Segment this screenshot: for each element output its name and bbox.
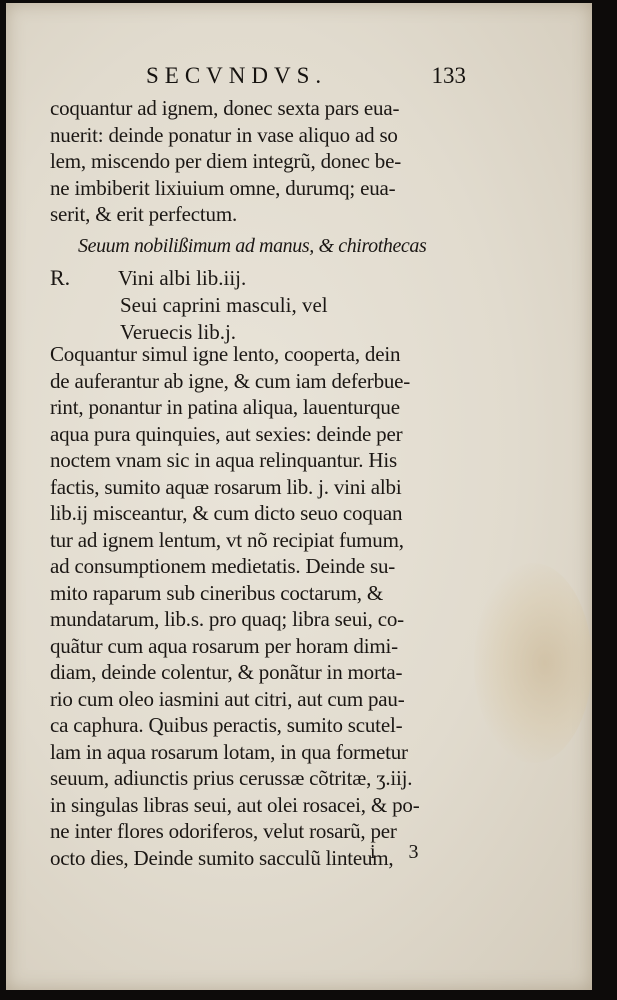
page-number: 133 <box>431 63 466 88</box>
text-line: in singulas libras seui, aut olei rosacei, & po- <box>50 792 420 817</box>
text-line: lem, miscendo per diem integrũ, donec be- <box>50 149 402 173</box>
text-line: serit, & erit perfectum. <box>50 202 238 226</box>
ingredients-list <box>118 265 418 346</box>
ingredient-line: Veruecis lib.j. <box>120 320 237 344</box>
text-line: lib.ij misceantur, & cum dicto seuo coquan <box>50 501 403 525</box>
text-line: quãtur cum aqua rosarum per horam dimi- <box>50 633 398 658</box>
text-line: mito raparum sub cineribus coctarum, & <box>50 580 383 605</box>
text-line: rio cum oleo iasmini aut citri, aut cum pau- <box>50 686 405 711</box>
text-line: coquantur ad ignem, donec sexta pars eua- <box>50 96 400 120</box>
text-line: octo dies, Deinde sumito sacculũ linteum, <box>50 845 394 870</box>
text-line: factis, sumito aquæ rosarum lib. j. vini albi <box>50 474 402 499</box>
text-line: noctem vnam sic in aqua relinquantur. His <box>50 448 397 472</box>
ingredient-line: Seui caprini masculi, vel <box>120 293 328 317</box>
water-stain <box>474 563 592 763</box>
text-line: Coquantur simul igne lento, cooperta, dein <box>50 342 401 366</box>
text-line: seuum, adiunctis prius cerussæ cõtritæ, ʒ.iij. <box>50 766 413 790</box>
paragraph-2 <box>50 341 480 871</box>
recipe-label: R. <box>50 265 71 290</box>
recipe-heading: Seuum nobilißimum ad manus, & chirothecas <box>78 235 427 257</box>
running-head <box>146 63 466 93</box>
text-line: tur ad ignem lentum, vt nõ recipiat fumum, <box>50 527 404 552</box>
text-line: rint, ponantur in patina aliqua, lauenturque <box>50 395 400 419</box>
text-line: nuerit: deinde ponatur in vase aliquo ad so <box>50 122 398 147</box>
ingredient-line: Vini albi lib.iij. <box>118 266 247 290</box>
text-line: ca caphura. Quibus peractis, sumito scutel- <box>50 713 403 737</box>
text-line: aqua pura quinquies, aut sexies: deinde per <box>50 421 403 446</box>
signature-mark: i 3 <box>370 841 433 863</box>
text-line: diam, deinde colentur, & ponãtur in morta- <box>50 660 403 684</box>
book-page <box>6 3 592 990</box>
text-line: de auferantur ab igne, & cum iam deferbue- <box>50 368 411 393</box>
text-line: ne imbiberit lixiuium omne, durumq; eua- <box>50 175 396 200</box>
text-line: lam in aqua rosarum lotam, in qua formetur <box>50 739 408 764</box>
running-title: SECVNDVS. <box>146 63 328 88</box>
text-line: mundatarum, lib.s. pro quaq; libra seui, co- <box>50 607 404 631</box>
text-line: ad consumptionem medietatis. Deinde su- <box>50 554 396 578</box>
paragraph-1 <box>50 95 480 228</box>
text-line: ne inter flores odoriferos, velut rosarũ, per <box>50 819 397 843</box>
